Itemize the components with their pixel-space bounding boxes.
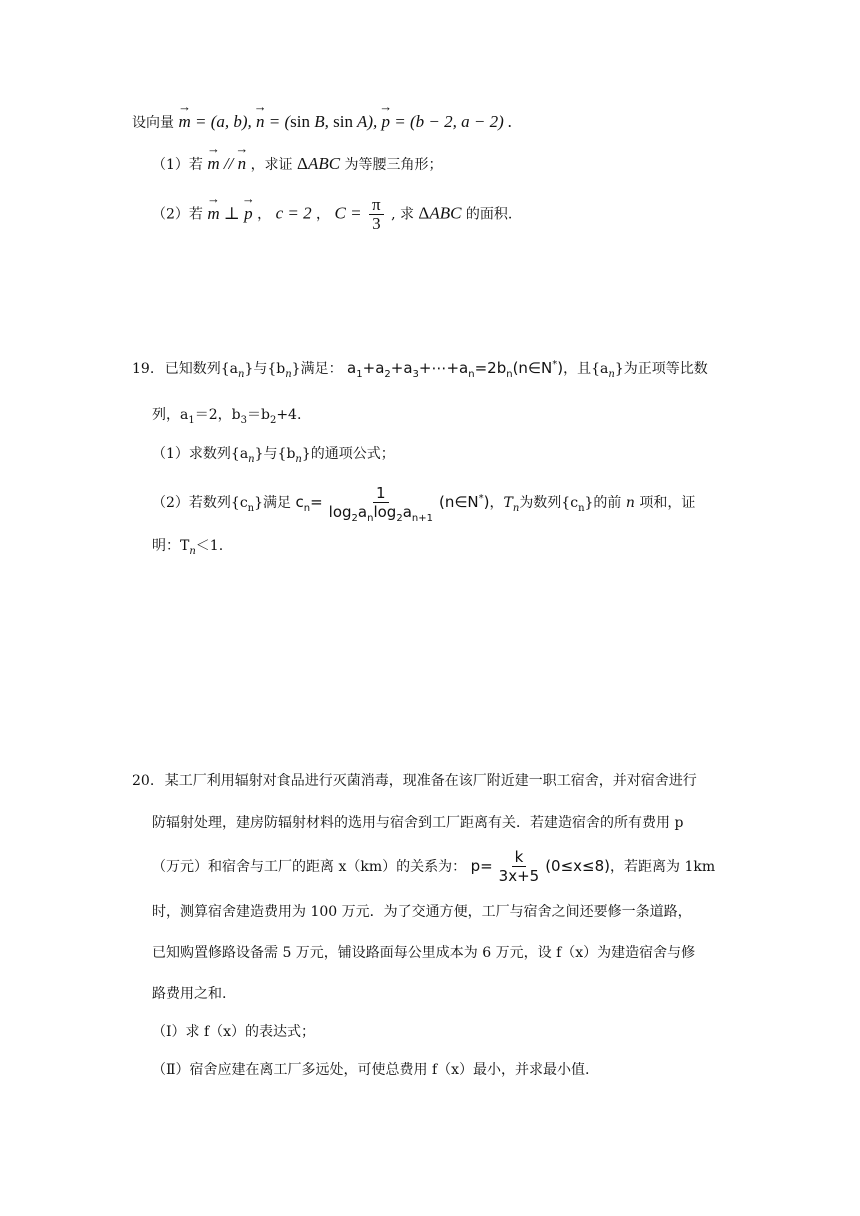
text: +4. bbox=[276, 407, 302, 423]
p18-part2 bbox=[152, 196, 512, 233]
triangle-symbol: ΔABC bbox=[418, 203, 462, 223]
p20-line6 bbox=[152, 984, 226, 1004]
p20-line2 bbox=[152, 813, 683, 833]
parallel-condition: → m // → n bbox=[207, 154, 246, 173]
text: ，若距离为 1km bbox=[610, 859, 716, 875]
p19-q2-end: 明：$T_n<1$. bbox=[152, 538, 224, 557]
text: }满足： bbox=[291, 361, 343, 377]
p20-q2 bbox=[152, 1060, 590, 1080]
triangle-symbol: ΔABC bbox=[297, 154, 341, 173]
text: 时，测算宿舍建造费用为 100 万元．为了交通方便，工厂与宿舍之间还要修一条道路， bbox=[152, 904, 692, 920]
text: }的通项公式； bbox=[301, 446, 395, 462]
text: （1）求数列{a bbox=[152, 446, 249, 462]
text: （万元）和宿舍与工厂的距离 x（km）的关系为： bbox=[152, 859, 467, 875]
text: ，求证 bbox=[250, 157, 293, 173]
p19-line2: 列，$a_1=2$，$b_3=b_2+4$. bbox=[152, 407, 302, 426]
text: , 求 bbox=[391, 206, 414, 223]
problem-number: 20. bbox=[132, 773, 155, 789]
text: （Ⅰ）求 f（x）的表达式； bbox=[152, 1024, 316, 1040]
text: ＜1. bbox=[195, 538, 224, 554]
p18-intro bbox=[132, 112, 512, 133]
p19-q2: （2）若数列$\{c_n\}$满足 $c_n=$ $\frac{1}{\log_2a_n\log_2a_{n+1}}$ (n∈N*)，$T_n$为数列$\{c_n\}$的前 n 项和，证 bbox=[152, 484, 696, 524]
text: 项和，证 bbox=[634, 495, 696, 511]
sep: ， bbox=[316, 206, 331, 223]
cn-definition: $c_n=$ $\frac{1}{\log_2a_n\log_2a_{n+1}}$ (n∈N*) bbox=[295, 484, 490, 524]
pi-over-3 bbox=[369, 196, 384, 233]
label: （2）若 bbox=[152, 206, 203, 223]
perp-condition: → m ⊥ → p bbox=[207, 204, 252, 223]
text: 防辐射处理，建房防辐射材料的选用与宿舍到工厂距离有关．若建造宿舍的所有费用 p bbox=[152, 815, 684, 831]
text: 设向量 bbox=[132, 115, 174, 131]
text: }与{b bbox=[254, 446, 296, 462]
n: n bbox=[625, 495, 635, 511]
sum-condition: $a_1+a_2+a_3+\cdots+a_n=2b_n(n\in N^*)$ bbox=[347, 359, 564, 380]
vector-definitions: → m = (a, b), → n = (sin B, sin A), → p = (b − 2, a − 2) . bbox=[178, 112, 512, 131]
text: 为数列{c bbox=[519, 495, 579, 511]
text: 明：T bbox=[152, 538, 190, 554]
sep: ， bbox=[257, 206, 272, 223]
label: （1）若 bbox=[152, 157, 203, 173]
text: 已知购置修路设备需 5 万元，铺设路面每公里成本为 6 万元，设 f（x）为建造宿舍与修 bbox=[152, 945, 696, 961]
text: ＝2，b bbox=[194, 407, 241, 423]
text: 列，a bbox=[152, 407, 189, 423]
text: 的面积. bbox=[465, 206, 513, 223]
text: 为等腰三角形； bbox=[344, 157, 443, 173]
text: 路费用之和. bbox=[152, 986, 227, 1002]
problem-number: 19. bbox=[132, 361, 155, 377]
p20-line3 bbox=[152, 848, 715, 885]
text: }的前 bbox=[584, 495, 626, 511]
p20-line4 bbox=[152, 902, 692, 922]
text: 已知数列{a bbox=[164, 361, 238, 377]
text: ，且{a bbox=[563, 361, 609, 377]
num: π bbox=[369, 196, 384, 215]
p19-q1: （1）求数列$\{a_n\}$与$\{b_n\}$的通项公式； bbox=[152, 446, 395, 465]
den: 3 bbox=[372, 214, 381, 233]
p19-intro: 19. 已知数列$\{a_n\}$与$\{b_n\}$满足： $a_1+a_2+a_3+\cdots+a_n=2b_n(n\in N^*)$，且$\{a_n\}$为正项等比数 bbox=[132, 359, 708, 380]
p20-line5 bbox=[152, 943, 695, 963]
c-value: c = 2 bbox=[275, 203, 312, 223]
text: （2）若数列{c bbox=[152, 495, 248, 511]
text: }为正项等比数 bbox=[614, 361, 708, 377]
T: T bbox=[503, 495, 513, 511]
p20-line1 bbox=[132, 771, 697, 791]
C-lhs: C = bbox=[334, 203, 362, 223]
text: }与{b bbox=[244, 361, 286, 377]
text: ＝b bbox=[246, 407, 270, 423]
text: 某工厂利用辐射对食品进行灭菌消毒，现准备在该厂附近建一职工宿舍，并对宿舍进行 bbox=[164, 773, 697, 789]
text: （Ⅱ）宿舍应建在离工厂多远处，可使总费用 f（x）最小，并求最小值. bbox=[152, 1062, 590, 1078]
text: }满足 bbox=[254, 495, 292, 511]
p20-q1 bbox=[152, 1022, 315, 1042]
cost-formula: p= $\frac{k}{3x+5}$ (0≤x≤8) bbox=[470, 848, 611, 885]
p18-part1 bbox=[152, 154, 443, 175]
